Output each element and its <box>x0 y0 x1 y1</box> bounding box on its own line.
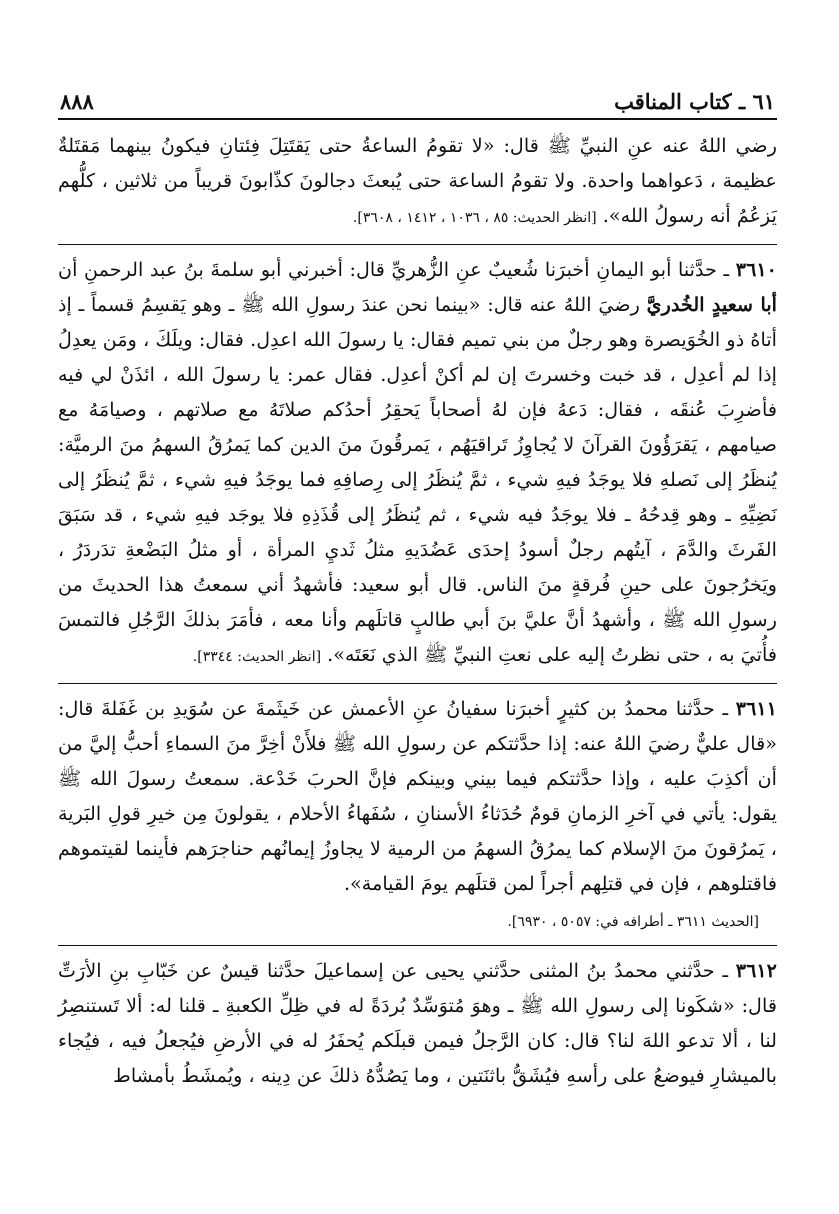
narrator-name: أبا سعيدٍ الخُدريَّ <box>646 293 777 316</box>
section-divider <box>58 945 777 946</box>
paragraph-text <box>58 128 777 236</box>
hadith-number: ٣٦١٠ <box>735 258 777 281</box>
cross-reference: [انظر الحديث: ٨٥ ، ١٠٣٦ ، ١٤١٢ ، ٣٦٠٨]. <box>352 210 597 226</box>
section-divider <box>58 244 777 245</box>
paragraph-text <box>58 953 777 1093</box>
hadith-number: ٣٦١١ <box>735 697 777 720</box>
header-rule <box>58 118 777 120</box>
hadith-3612 <box>58 953 777 1093</box>
hadith-text: رضي اللهُ عنه عنِ النبيِّ ﷺ قال: «لا تقومُ الساعةُ حتى يَقتَتِلَ فِئتانِ فيكونُ بينهما مَقتَلةٌ عظيمة ، دَعواهما واحدة. ولا تقومُ الساعة حتى يُبعثَ دجالونَ كذّابونَ قريباً من ثلاثين ، كلُّهم يَزعُمُ أنه رسولُ الله». <box>58 134 777 227</box>
paragraph-text <box>58 691 777 901</box>
cross-reference: [انظر الحديث: ٣٣٤٤]. <box>192 649 322 665</box>
section-divider <box>58 683 777 684</box>
hadith-3610 <box>58 252 777 675</box>
page-header <box>58 88 777 118</box>
page-number: ٨٨٨ <box>60 89 94 114</box>
paragraph-text <box>58 252 777 675</box>
hadith-number: ٣٦١٢ <box>735 959 777 982</box>
hadith-text: ـ حدَّثنا محمدُ بن كثيرٍ أخبرَنا سفيانُ عنِ الأعمش عن خَيثَمةَ عن سُوَيدِ بن غَفَلةَ قال: «قال عليٌّ رضيَ اللهُ عنه: إذا حدَّثتكم عن رسولِ الله ﷺ فلأَنْ أخِرَّ منَ السماءِ أحبُّ إليَّ من أن أكذِبَ عليه ، وإذا حدَّثتكم فيما بيني وبينكم فإنَّ الحربَ خَدْعة. سمعتُ رسولَ الله ﷺ يقول: يأتي في آخرِ الزمانِ قومٌ حُدَثاءُ الأسنانِ ، سُفَهاءُ الأحلام ، يقولونَ مِن خيرِ قولِ البَرية ، يَمرُقونَ منَ الإسلام كما يمرُقُ السهمُ من الرمية لا يجاوزُ إيمانُهم حناجرَهم فأينما لقيتموهم فاقتلوهم ، فإن في قتلِهم أجراً لمن قتلَهم يومَ القيامة». <box>58 697 777 895</box>
running-title: ٦١ ـ كتاب المناقب <box>614 89 775 114</box>
source-note: [الحديث ٣٦١١ ـ أطرافه في: ٥٠٥٧ ، ٦٩٣٠]. <box>507 914 759 930</box>
hadith-3611 <box>58 691 777 937</box>
paragraph-continuation <box>58 128 777 236</box>
hadith-text: ـ حدَّثني محمدُ بنُ المثنى حدَّثني يحيى عن إسماعيلَ حدَّثنا قيسٌ عن خَبّابِ بنِ الأرَتِّ قال: «شكَونا إلى رسولِ الله ﷺ ـ وهوَ مُتوَسِّدٌ بُردَةً له في ظِلِّ الكعبةِ ـ قلنا له: ألا تَستنصِرُ لنا ، ألا تدعو اللهَ لنا؟ قال: كان الرَّجلُ فيمن قبلَكم يُحفَرُ له في الأرضِ فيُجعلُ فيه ، فيُجاء بالميشارِ فيوضعُ على رأسهِ فيُشَقُّ باثنَتين ، وما يَصُدُّهُ ذلكَ عن دِينه ، ويُمشَطُ بأمشاط <box>58 959 777 1087</box>
hadith-text: ـ حدَّثنا أبو اليمانِ أخبرَنا شُعيبٌ عنِ الزُّهريِّ قال: أخبرني أبو سلمةَ بنُ عبد الرحمنِ أن <box>58 258 736 281</box>
hadith-text: رضيَ اللهُ عنه قال: «بينما نحن عندَ رسولِ الله ﷺ ـ وهو يَقسِمُ قسماً ـ إذ أتاهُ ذو الخُوَيصرة وهو رجلٌ من بني تميم فقال: يا رسولَ الله اعدِل. فقال: ويلَكَ ، ومَن يعدِلُ إذا لم أعدِل ، قد خبت وخسرتَ إن لم أكنْ أعدِل. فقال عمر: يا رسولَ الله ، ائذَنْ لي فيه فأضرِبَ عُنقَه ، فقال: دَعهُ فإن لهُ أصحاباً يَحقِرُ أحدُكم صلاتَهُ مع صلاتهم ، وصيامَهُ مع صيامهم ، يَقرَؤُونَ القرآنَ لا يُجاوِزُ تَراقيَهُم ، يَمرقُونَ منَ الدين كما يَمرُقُ السهمُ منَ الرميَّة: يُنظَرُ إلى نَصلهِ فلا يوجَدُ فيهِ شيء ، ثمَّ يُنظَرُ إلى رِصافِهِ فما يوجَدُ فيهِ شيء ، ثمَّ يُنظَرُ إلى نَضِيِّهِ ـ وهو قِدحُهُ ـ فلا يوجَدُ فيه شيء ، ثم يُنظَرُ إلى قُذَذِهِ فلا يوجَد فيهِ شيء ، قد سَبَقَ الفَرثَ والدَّمَ ، آيتُهم رجلٌ أسودُ إحدَى عَضُدَيهِ مثلُ ثَديِ المرأة ، أو مثلُ البَضْعةِ تدَردَرُ ، ويَخرُجونَ على حينِ فُرقةٍ منَ الناس. قال أبو سعيد: فأشهدُ أني سمعتُ هذا الحديثَ من رسولِ الله ﷺ ، وأشهدُ أنَّ عليَّ بنَ أبي طالبٍ قاتلَهم وأنا معه ، فأمَرَ بذلكَ الرَّجُلِ فالتمسَ فأُتيَ به ، حتى نظرتُ إليه على نعتِ النبيِّ ﷺ الذي نَعَتَه». <box>58 293 777 666</box>
